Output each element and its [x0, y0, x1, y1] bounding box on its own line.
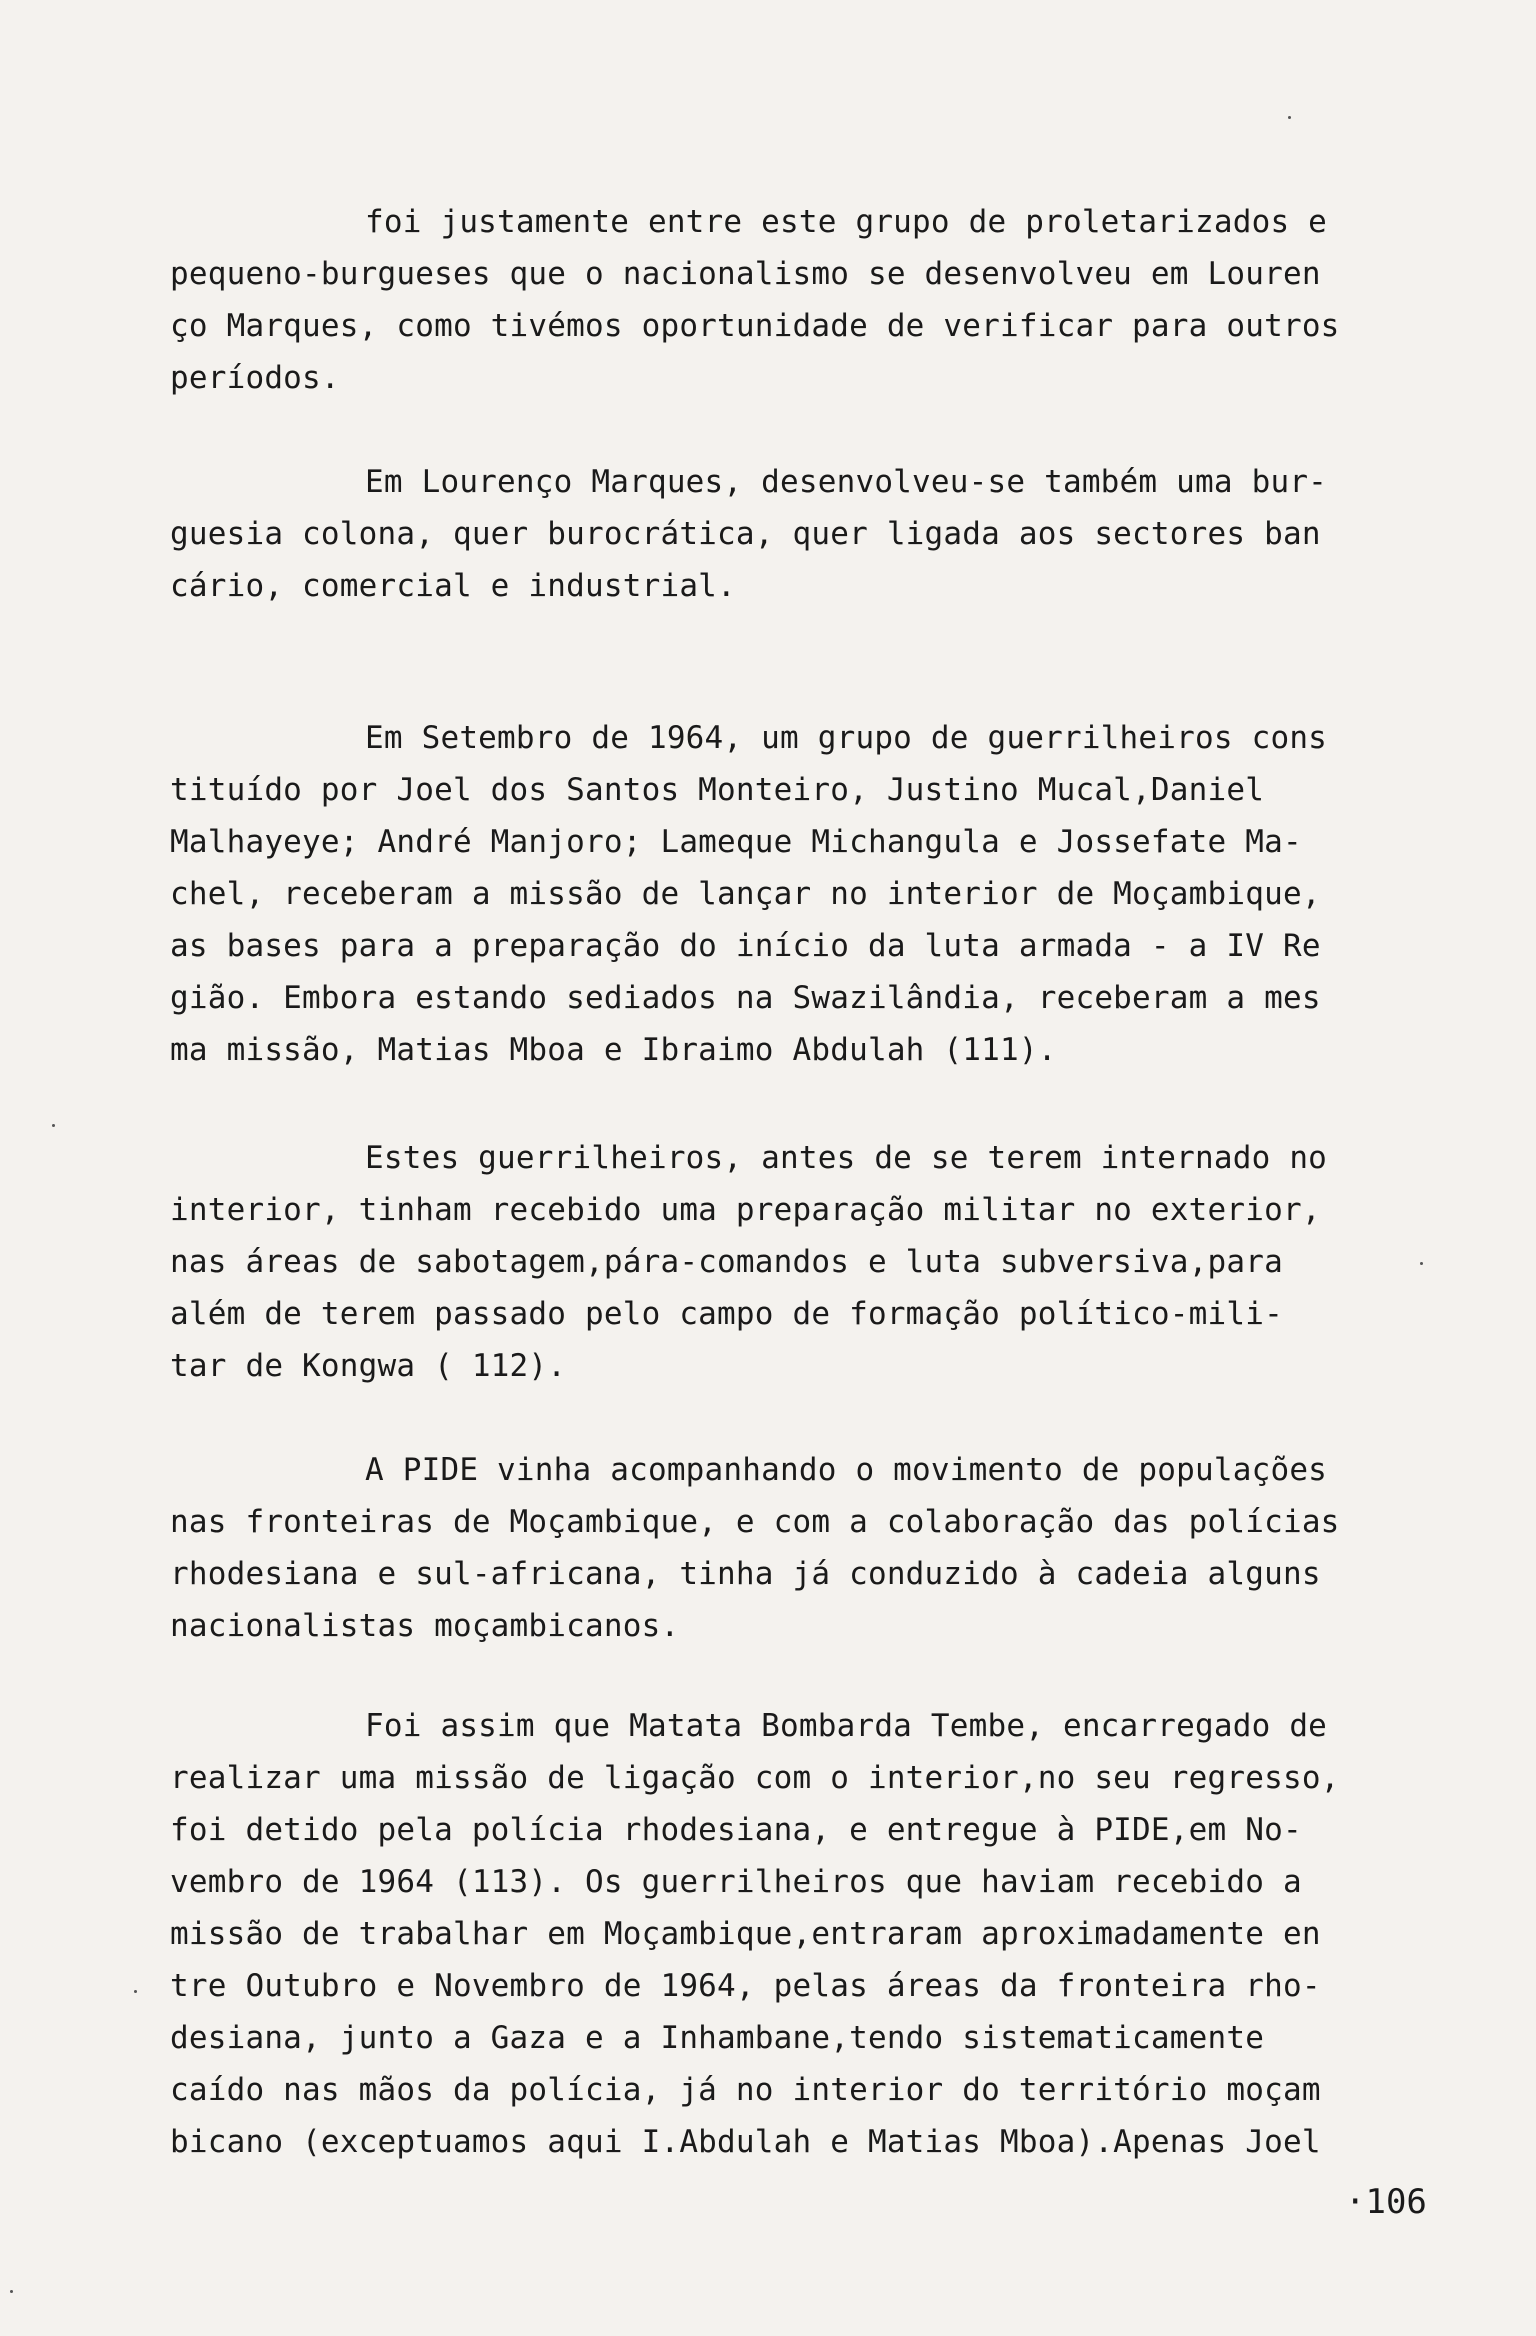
text-line: guesia colona, quer burocrática, quer ligada aos sectores ban — [170, 516, 1321, 552]
text-line: chel, receberam a missão de lançar no interior de Moçambique, — [170, 876, 1321, 912]
scan-speck — [1288, 116, 1291, 119]
text-line: além de terem passado pelo campo de formação político-mili- — [170, 1296, 1283, 1332]
text-line: cário, comercial e industrial. — [170, 568, 736, 604]
text-line: nacionalistas moçambicanos. — [170, 1608, 680, 1644]
paragraph-1 — [170, 196, 1490, 404]
text-line: Foi assim que Matata Bombarda Tembe, encarregado de — [365, 1708, 1328, 1744]
text-line: períodos. — [170, 360, 340, 396]
text-line: tituído por Joel dos Santos Monteiro, Justino Mucal,Daniel — [170, 772, 1265, 808]
scan-speck — [1420, 1262, 1423, 1265]
paragraph-5 — [170, 1444, 1490, 1652]
text-line: A PIDE vinha acompanhando o movimento de populações — [365, 1452, 1328, 1488]
text-line: as bases para a preparação do início da luta armada - a IV Re — [170, 928, 1321, 964]
text-line: Malhayeye; André Manjoro; Lameque Michangula e Jossefate Ma- — [170, 824, 1302, 860]
text-line: pequeno-burgueses que o nacionalismo se desenvolveu em Louren — [170, 256, 1321, 292]
paragraph-3 — [170, 712, 1490, 1076]
text-line: missão de trabalhar em Moçambique,entraram aproximadamente en — [170, 1916, 1321, 1952]
text-line: Em Lourenço Marques, desenvolveu-se também uma bur- — [365, 464, 1328, 500]
text-line: rhodesiana e sul-africana, tinha já conduzido à cadeia alguns — [170, 1556, 1321, 1592]
scan-speck — [52, 1124, 55, 1127]
text-line: foi justamente entre este grupo de proletarizados e — [365, 204, 1328, 240]
scan-speck — [134, 1990, 137, 1993]
text-line: foi detido pela polícia rhodesiana, e entregue à PIDE,em No- — [170, 1812, 1302, 1848]
text-line: bicano (exceptuamos aqui I.Abdulah e Matias Mboa).Apenas Joel — [170, 2124, 1321, 2160]
paragraph-6 — [170, 1700, 1490, 2168]
text-line: nas áreas de sabotagem,pára-comandos e luta subversiva,para — [170, 1244, 1283, 1280]
text-line: ma missão, Matias Mboa e Ibraimo Abdulah (111). — [170, 1032, 1057, 1068]
paragraph-2 — [170, 456, 1490, 612]
text-line: caído nas mãos da polícia, já no interior do território moçam — [170, 2072, 1321, 2108]
text-line: interior, tinham recebido uma preparação militar no exterior, — [170, 1192, 1321, 1228]
text-line: desiana, junto a Gaza e a Inhambane,tendo sistematicamente — [170, 2020, 1265, 2056]
scan-speck — [10, 2290, 13, 2293]
text-line: nas fronteiras de Moçambique, e com a colaboração das polícias — [170, 1504, 1340, 1540]
text-line: tre Outubro e Novembro de 1964, pelas áreas da fronteira rho- — [170, 1968, 1321, 2004]
text-line: realizar uma missão de ligação com o interior,no seu regresso, — [170, 1760, 1340, 1796]
text-line: tar de Kongwa ( 112). — [170, 1348, 567, 1384]
paragraph-4 — [170, 1132, 1490, 1392]
text-line: Estes guerrilheiros, antes de se terem internado no — [365, 1140, 1328, 1176]
text-line: ço Marques, como tivémos oportunidade de verificar para outros — [170, 308, 1340, 344]
text-line: Em Setembro de 1964, um grupo de guerrilheiros cons — [365, 720, 1328, 756]
text-line: vembro de 1964 (113). Os guerrilheiros que haviam recebido a — [170, 1864, 1302, 1900]
page-number: ·106 — [1345, 2182, 1427, 2222]
text-line: gião. Embora estando sediados na Swazilândia, receberam a mes — [170, 980, 1321, 1016]
